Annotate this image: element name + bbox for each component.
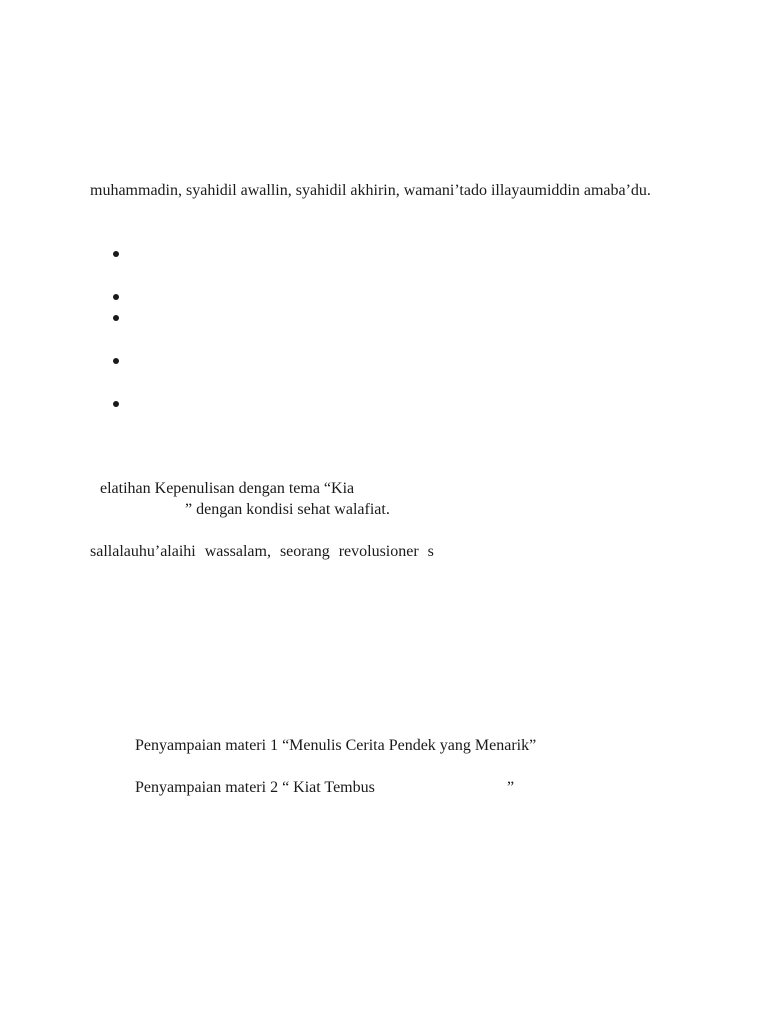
text-line-condition: ” dengan kondisi sehat walafiat. <box>185 501 390 518</box>
text-line-training-theme: elatihan Kepenulisan dengan tema “Kia <box>100 480 355 497</box>
text-line-revolutionary: sallalauhu’alaihi wassalam, seorang revolusioner s <box>90 543 434 560</box>
bullet-item-1 <box>112 244 122 264</box>
bullet-item-5 <box>112 394 122 414</box>
text-line-material-2: Penyampaian materi 2 “ Kiat Tembus <box>135 779 375 796</box>
bullet-item-4 <box>112 351 122 371</box>
bullet-item-2 <box>112 287 122 307</box>
bullet-item-3 <box>112 308 122 328</box>
text-line-salutation: muhammadin, syahidil awallin, syahidil akhirin, wamani’tado illayaumiddin amaba’du. <box>90 182 651 199</box>
text-line-material-1: Penyampaian materi 1 “Menulis Cerita Pendek yang Menarik” <box>135 737 537 754</box>
text-line-material-2-closing-quote: ” <box>507 779 515 796</box>
